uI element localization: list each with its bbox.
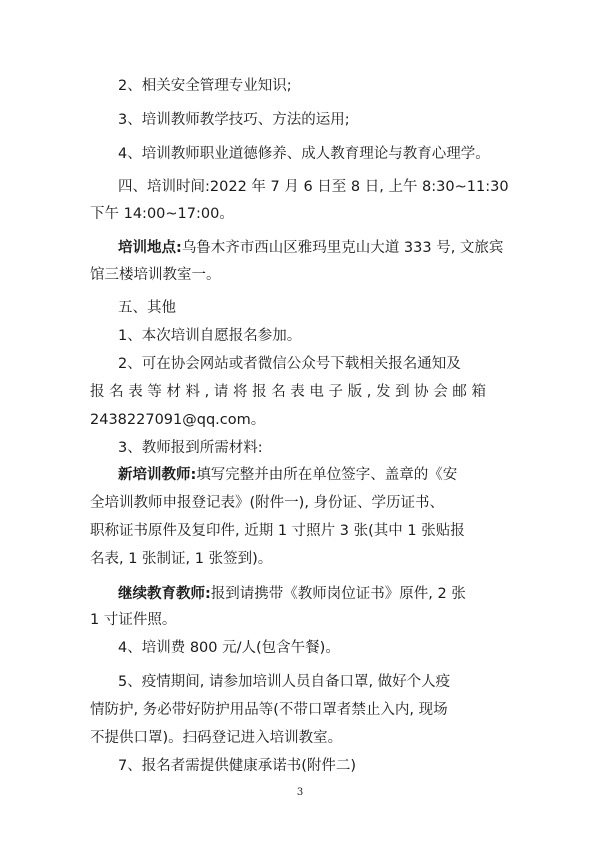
list-item-continued: 情防护, 务必带好防护用品等(不带口罩者禁止入内, 现场 bbox=[90, 702, 448, 718]
new-teacher-label: 新培训教师: bbox=[118, 467, 197, 483]
venue-text: 乌鲁木齐市西山区雅玛里克山大道 333 号, 文旅宾 bbox=[181, 240, 504, 256]
continuing-teacher-continued: 1 寸证件照。 bbox=[90, 612, 177, 628]
schedule-line-continued: 下午 14:00~17:00。 bbox=[90, 206, 234, 222]
venue-line bbox=[118, 238, 503, 258]
section-heading-other: 五、其他 bbox=[118, 300, 176, 316]
new-teacher-continued: 全培训教师申报登记表》(附件一), 身份证、学历证书、 bbox=[90, 495, 445, 511]
continuing-teacher-text: 报到请携带《教师岗位证书》原件, 2 张 bbox=[210, 586, 466, 602]
list-item: 2、相关安全管理专业知识; bbox=[118, 78, 292, 94]
list-item: 3、培训教师教学技巧、方法的运用; bbox=[118, 112, 350, 128]
schedule-heading: 四、培训时间: bbox=[118, 179, 210, 195]
list-item: 4、培训教师职业道德修养、成人教育理论与教育心理学。 bbox=[118, 146, 490, 162]
new-teacher-line bbox=[118, 465, 457, 485]
list-item-continued: 不提供口罩)。扫码登记进入培训教室。 bbox=[90, 730, 343, 746]
continuing-teacher-line bbox=[118, 584, 466, 604]
continuing-teacher-label: 继续教育教师: bbox=[118, 586, 211, 602]
venue-line-continued: 馆三楼培训教室一。 bbox=[90, 267, 221, 283]
new-teacher-continued: 名表, 1 张制证, 1 张签到)。 bbox=[90, 551, 273, 567]
list-item: 5、疫情期间, 请参加培训人员自备口罩, 做好个人疫 bbox=[118, 674, 451, 690]
schedule-text: 2022 年 7 月 6 日至 8 日, 上午 8:30~11:30 bbox=[209, 179, 509, 195]
new-teacher-continued: 职称证书原件及复印件, 近期 1 寸照片 3 张(其中 1 张贴报 bbox=[90, 523, 465, 539]
schedule-line bbox=[118, 177, 509, 197]
list-item: 3、教师报到所需材料: bbox=[118, 440, 263, 456]
list-item-continued: 报 名 表 等 材 料 , 请 将 报 名 表 电 子 版 , 发 到 协 会 邮 箱 bbox=[90, 384, 487, 400]
list-item: 4、培训费 800 元/人(包含午餐)。 bbox=[118, 640, 340, 656]
email-address: 2438227091@qq.com。 bbox=[90, 412, 266, 428]
list-item: 1、本次培训自愿报名参加。 bbox=[118, 328, 302, 344]
list-item: 7、报名者需提供健康承诺书(附件二) bbox=[118, 758, 357, 774]
page-number: 3 bbox=[296, 787, 304, 798]
list-item: 2、可在协会网站或者微信公众号下载相关报名通知及 bbox=[118, 356, 461, 372]
new-teacher-text: 填写完整并由所在单位签字、盖章的《安 bbox=[196, 467, 458, 483]
venue-label: 培训地点: bbox=[118, 240, 182, 256]
